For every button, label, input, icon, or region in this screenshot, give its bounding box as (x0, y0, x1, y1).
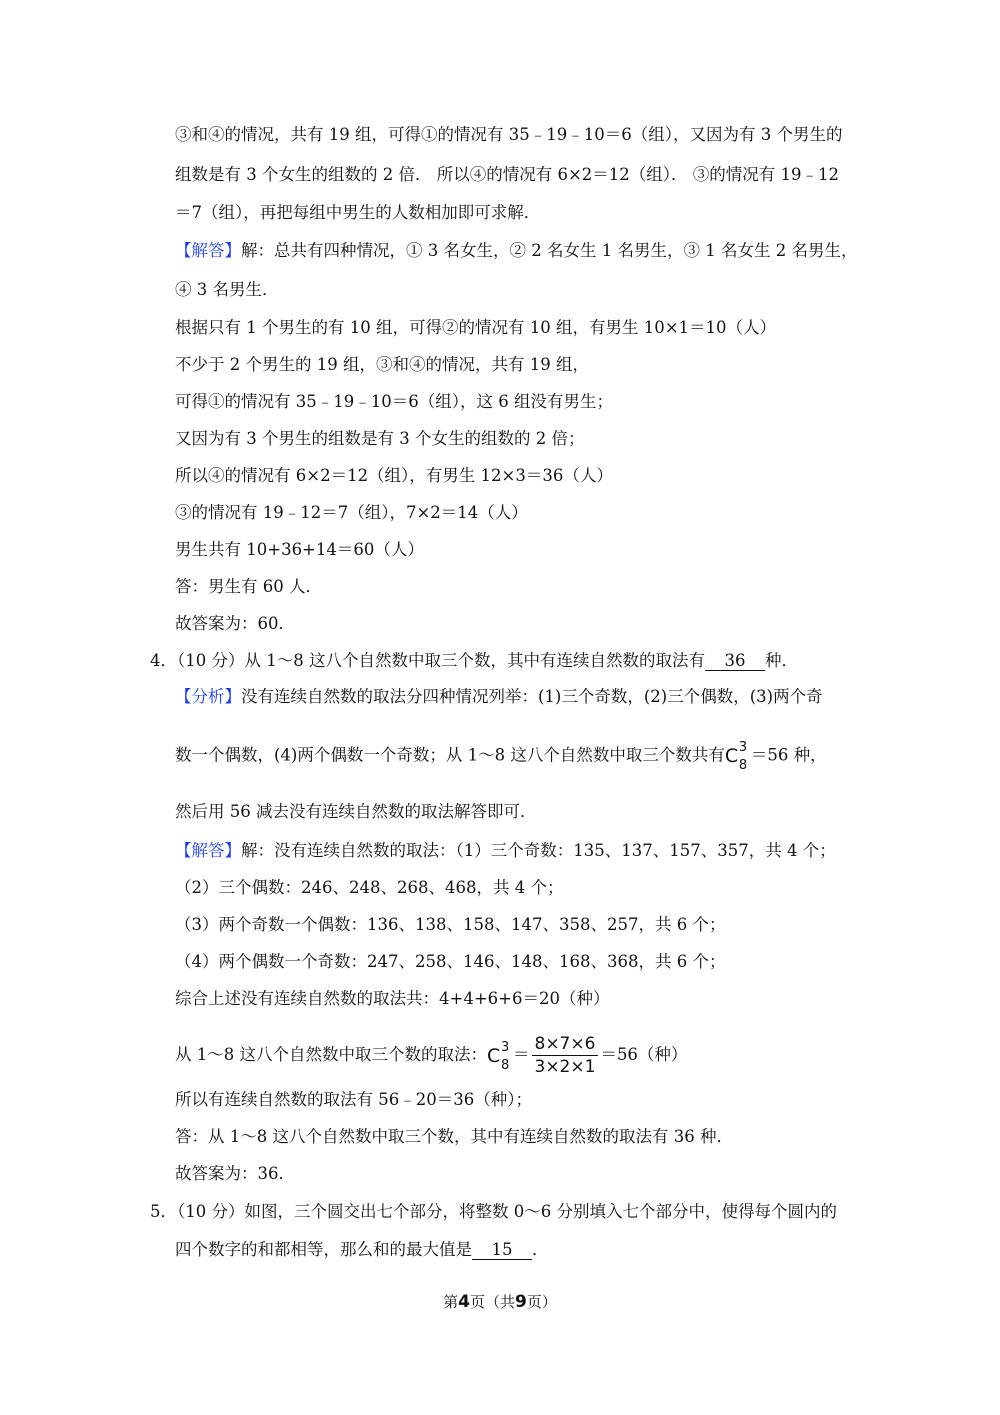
question-text: 4．（10 分）从 1～8 这八个自然数中取三个数，其中有连续自然数的取法有 (150, 651, 705, 670)
question-stem (150, 650, 798, 672)
analysis-text: 数一个偶数，(4)两个偶数一个奇数；从 1～8 这八个自然数中取三个数共有 (175, 745, 725, 765)
fraction (532, 1033, 599, 1078)
analysis-line (175, 686, 823, 708)
analysis-line: ③和④的情况，共有 19 组，可得①的情况有 35﹣19﹣10＝6（组），又因为有 3 个男生的 (175, 125, 843, 144)
analysis-line: 然后用 56 减去没有连续自然数的取法解答即可． (175, 802, 537, 821)
answer-line: 答：男生有 60 人． (175, 577, 322, 596)
answer-line: 故答案为：36． (175, 1164, 295, 1183)
total-pages: 9 (515, 1292, 527, 1312)
solution-line: 男生共有 10+36+14＝60（人） (175, 540, 424, 559)
analysis-line: ＝7（组），再把每组中男生的人数相加即可求解． (175, 203, 541, 222)
answer-blank: 15 (472, 1241, 532, 1260)
solution-line: ③的情况有 19﹣12＝7（组），7×2＝14（人） (175, 503, 528, 522)
solution-line: （3）两个奇数一个偶数：136、138、158、147、358、257，共 6 个； (175, 915, 726, 934)
combination-formula (487, 1041, 513, 1071)
question-text: 四个数字的和都相等，那么和的最大值是 (175, 1240, 472, 1259)
analysis-text: 没有连续自然数的取法分四种情况列举：(1)三个奇数，(2)三个偶数，(3)两个奇 (241, 687, 823, 706)
footer-text: 第 (443, 1293, 459, 1311)
comb-letter: C (487, 1044, 501, 1067)
comb-superscript: 3 (501, 1039, 510, 1055)
analysis-line: 组数是有 3 个女生的组数的 2 倍． 所以④的情况有 6×2＝12（组）． ③的情况有 19﹣12 (175, 165, 840, 184)
solution-line: 综合上述没有连续自然数的取法共：4+4+6+6＝20（种） (175, 989, 610, 1008)
solution-text: ＝56（种） (600, 1045, 688, 1064)
solution-line (175, 240, 857, 262)
solution-text: 解：没有连续自然数的取法：（1）三个奇数：135、137、157、357，共 4 个； (241, 841, 836, 860)
question-text: 种． (764, 651, 798, 670)
answer-line: 答：从 1～8 这八个自然数中取三个数，其中有连续自然数的取法有 36 种． (175, 1127, 733, 1146)
analysis-tag: 【分析】 (175, 687, 241, 706)
page-number: 4 (458, 1292, 470, 1312)
analysis-text: ＝56 种， (750, 745, 827, 765)
solution-text: 解：总共有四种情况，① 3 名女生，② 2 名女生 1 名男生，③ 1 名女生 2 名男生， (241, 241, 858, 260)
solution-line: 所以有连续自然数的取法有 56﹣20＝36（种）； (175, 1090, 532, 1109)
solution-line: 又因为有 3 个男生的组数是有 3 个女生的组数的 2 倍； (175, 429, 585, 448)
comb-subscript: 8 (738, 758, 748, 773)
solution-line: 可得①的情况有 35﹣19﹣10＝6（组），这 6 组没有男生； (175, 392, 613, 411)
solution-line: 所以④的情况有 6×2＝12（组），有男生 12×3＝36（人） (175, 466, 613, 485)
analysis-line (175, 741, 827, 771)
solution-line: ④ 3 名男生． (175, 280, 279, 299)
solution-line: 不少于 2 个男生的 19 组，③和④的情况，共有 19 组， (175, 355, 589, 374)
question-text: ． (532, 1240, 549, 1259)
comb-letter: C (724, 745, 739, 767)
footer-text: 页（共 (469, 1293, 515, 1311)
question-stem: 5．（10 分）如图，三个圆交出七个部分，将整数 0～6 分别填入七个部分中，使得每个圆内的 (150, 1202, 837, 1221)
solution-line (175, 840, 836, 862)
comb-subscript: 8 (501, 1057, 510, 1073)
solution-text: 从 1～8 这八个自然数中取三个数的取法： (175, 1045, 487, 1064)
question-stem (175, 1239, 549, 1261)
footer-text: 页） (526, 1293, 557, 1311)
fraction-numerator: 8×7×6 (532, 1033, 599, 1056)
solution-tag: 【解答】 (175, 841, 241, 860)
solution-line: 根据只有 1 个男生的有 10 组，可得②的情况有 10 组，有男生 10×1＝10（人） (175, 318, 777, 337)
solution-line: （4）两个偶数一个奇数：247、258、146、148、168、368，共 6 个； (175, 952, 726, 971)
answer-line: 故答案为：60． (175, 614, 295, 633)
solution-tag: 【解答】 (175, 241, 241, 260)
comb-superscript: 3 (738, 740, 748, 755)
solution-line: 从 1～8 这八个自然数中取三个数的取法： C 3 8 ＝ $\frac{8\times 7\times 6}{3\times 2\times 1}$ ＝56（种） (175, 1034, 688, 1077)
solution-line: （2）三个偶数：246、248、268、468，共 4 个； (175, 878, 564, 897)
combination-formula (725, 741, 751, 771)
page-footer (0, 1291, 1000, 1312)
answer-blank: 36 (705, 652, 765, 671)
fraction-denominator: 3×2×1 (534, 1057, 596, 1077)
